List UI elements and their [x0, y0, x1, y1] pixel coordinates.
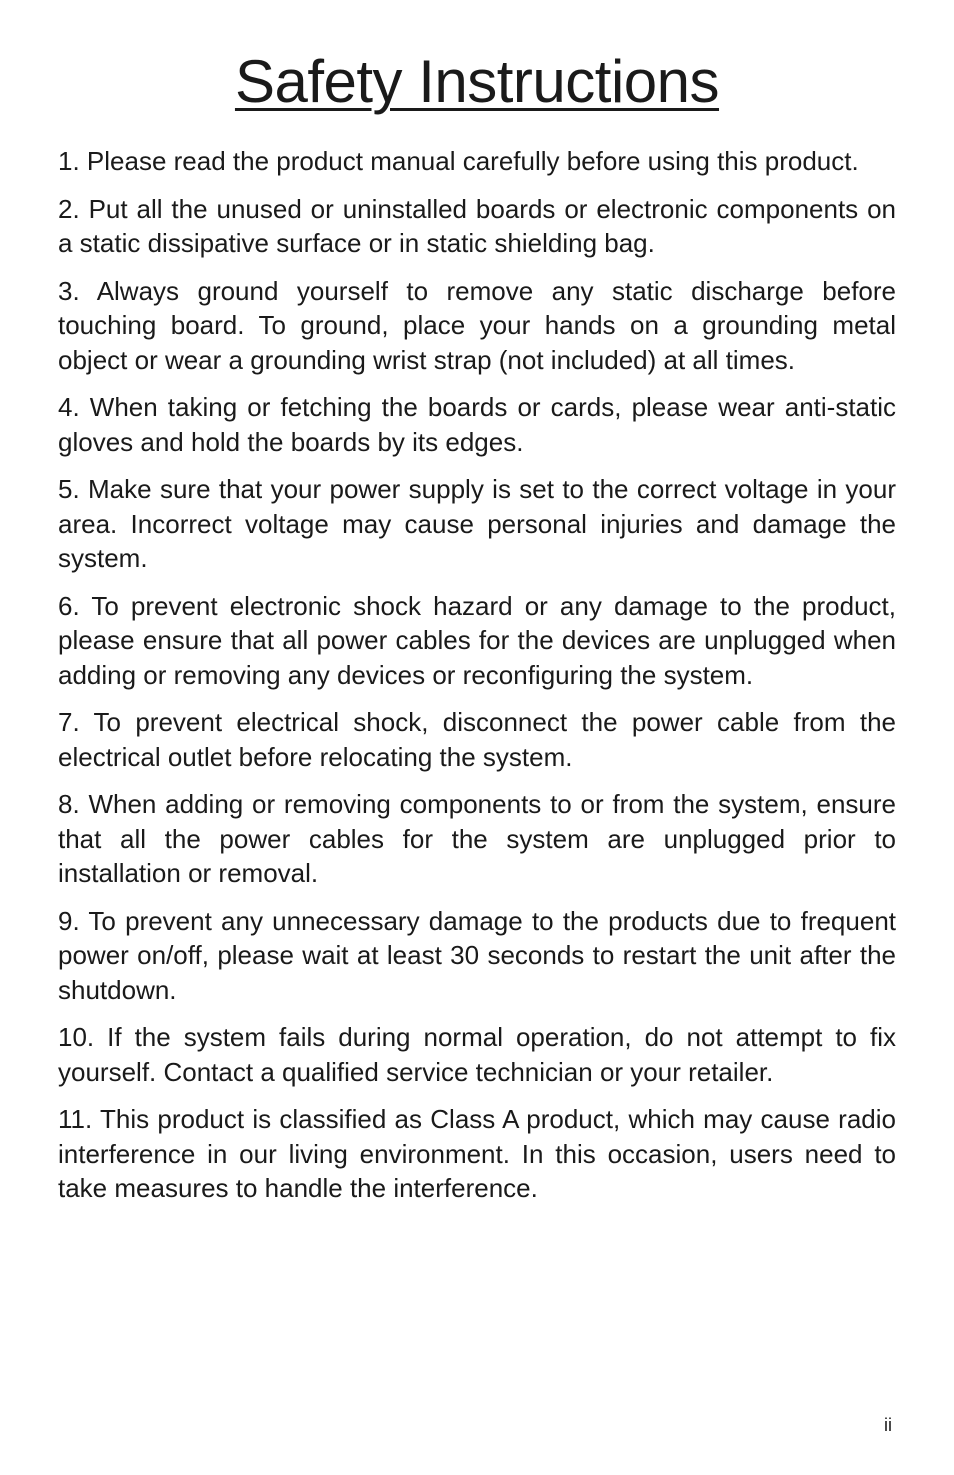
document-page — [58, 0, 896, 1475]
instruction-item-10: 10. If the system fails during normal operation, do not attempt to fix yourself. Contact a qualified service technician or your retailer. — [58, 1022, 896, 1087]
instruction-item-8: 8. When adding or removing components to or from the system, ensure that all the power cables for the system are unplugged prior to installation or removal. — [58, 789, 896, 888]
instruction-item-1: 1. Please read the product manual carefully before using this product. — [58, 146, 859, 176]
page-number: ii — [884, 1415, 892, 1435]
safety-instructions-list — [58, 144, 896, 1219]
instruction-item-7: 7. To prevent electrical shock, disconnect the power cable from the electrical outlet before relocating the system. — [58, 707, 896, 772]
instruction-item-6: 6. To prevent electronic shock hazard or any damage to the product, please ensure that all power cables for the devices are unplugged when adding or removing any devices or reconfiguring the system. — [58, 590, 896, 690]
page-title-text: Safety Instructions — [234, 48, 720, 115]
instruction-item-5: 5. Make sure that your power supply is set to the correct voltage in your area. Incorrect voltage may cause personal injuries and damage the system. — [58, 474, 896, 573]
instruction-item-2: 2. Put all the unused or uninstalled boards or electronic components on a static dissipative surface or in static shielding bag. — [58, 193, 896, 258]
instruction-item-4: 4. When taking or fetching the boards or cards, please wear anti-static gloves and hold the boards by its edges. — [58, 392, 896, 457]
instruction-item-3: 3. Always ground yourself to remove any static discharge before touching board. To ground, place your hands on a grounding metal object or wear a grounding wrist strap (not included) at all times. — [58, 275, 896, 375]
page-title — [58, 0, 896, 120]
instruction-item-11: 11. This product is classified as Class A product, which may cause radio interference in our living environment. In this occasion, users need to take measures to handle the interference. — [58, 1104, 896, 1203]
instruction-item-9: 9. To prevent any unnecessary damage to the products due to frequent power on/off, please wait at least 30 seconds to restart the unit after the shutdown. — [58, 905, 896, 1005]
